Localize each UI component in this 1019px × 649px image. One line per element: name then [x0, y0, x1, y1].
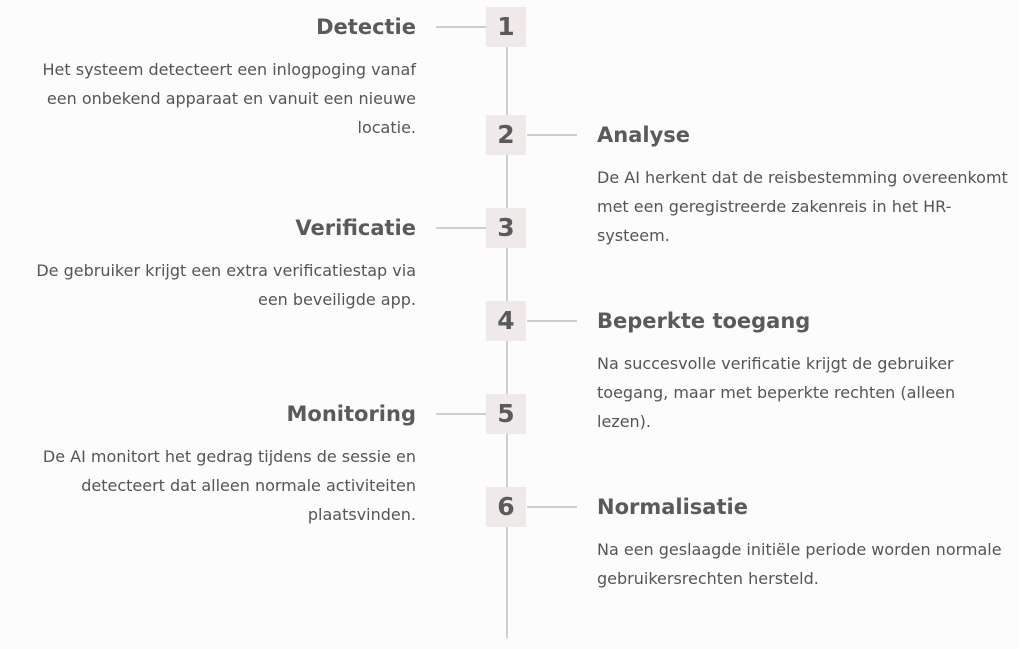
step-title: Detectie — [316, 15, 416, 39]
step-number-badge: 6 — [486, 487, 526, 527]
step-connector — [527, 134, 577, 136]
step-number-badge: 1 — [486, 7, 526, 47]
step-description: Na een geslaagde initiële periode worden normale gebruikersrechten hersteld. — [597, 540, 1002, 588]
step-title: Analyse — [597, 123, 691, 147]
step-number-badge: 2 — [486, 115, 526, 155]
step-title: Verificatie — [295, 216, 416, 240]
step-description: De gebruiker krijgt een extra verificatiestap via een beveiligde app. — [36, 261, 416, 309]
step-description: De AI monitort het gedrag tijdens de sessie en detecteert dat alleen normale activiteiten plaatsvinden. — [42, 447, 416, 524]
step-description: Het systeem detecteert een inlogpoging vanaf een onbekend apparaat en vanuit een nieuwe locatie. — [42, 60, 416, 137]
step-title: Monitoring — [286, 402, 416, 426]
step-connector — [436, 26, 486, 28]
step-number-badge: 5 — [486, 394, 526, 434]
step-connector — [436, 227, 486, 229]
step-number-badge: 4 — [486, 301, 526, 341]
step-connector — [436, 413, 486, 415]
step-description: Na succesvolle verificatie krijgt de gebruiker toegang, maar met beperkte rechten (alleen lezen). — [597, 354, 956, 431]
step-title: Beperkte toegang — [597, 309, 811, 333]
step-title: Normalisatie — [597, 495, 748, 519]
step-connector — [527, 320, 577, 322]
step-connector — [527, 506, 577, 508]
step-description: De AI herkent dat de reisbestemming overeenkomt met een geregistreerde zakenreis in het HR-systeem. — [597, 168, 1008, 245]
step-number-badge: 3 — [486, 208, 526, 248]
